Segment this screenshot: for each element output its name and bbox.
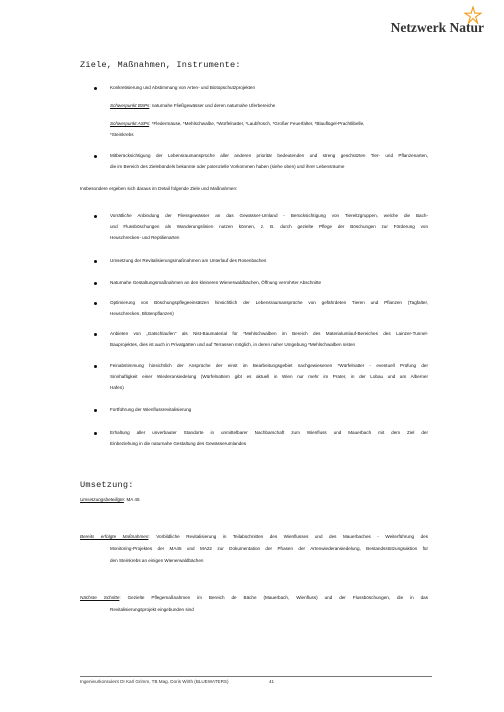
species-consideration-l2: die im Bereich des Zielebündels bekannte oder potenzielle Vorkommen haben (siehe oben) und ihrer Lebensräume xyxy=(110,164,345,169)
done-measures-l2: Monitoring-Projektes der MA45 und MA22 zur Dokumentation der Phasen der Artenwiederansiedelung, Bestandsstützungsaktion für xyxy=(110,546,428,551)
goal-item-line: Fortführung der Wienflussrevitalisierung xyxy=(110,407,192,412)
bullet xyxy=(94,215,97,218)
bullet xyxy=(94,333,97,336)
page-number: 41 xyxy=(269,679,275,684)
focus-asp-cont: *Steinkrebs xyxy=(110,132,134,137)
goal-item-line: Vorrätliche Anbindung der Fliessgewässer an das Gewässer-Umland - Berücksichtigung von Tiereitzgruppen, welche die Bach- xyxy=(110,213,428,218)
involved-parties: Umsetzungsbeteiligte: MA 45 xyxy=(80,497,140,502)
goals-intro: Insbesondere ergeben sich daraus im Detail folgende Ziele und Maßnahmen: xyxy=(80,186,238,191)
goal-item-line: Einbeziehung in die naturnahe Gestaltung des Gewässerumlandes xyxy=(110,441,247,446)
next-steps-l1: Nächste Schritte: Gezielte Pflegemaßnahmen im Bereich de Bäche (Mauerbach, Wienfluss) und der Flussböschungen, die in das xyxy=(80,595,428,600)
goal-item-line: Heuschrecken, Blütenpflanzen) xyxy=(110,311,174,316)
goal-item-line: Hafen) xyxy=(110,385,124,390)
bullet xyxy=(94,87,97,90)
focus-bsp: Schwerpunkt BSPs: naturnahe Fließgewässer und deren naturnahe Uferbereiche xyxy=(110,103,276,108)
bullet xyxy=(94,260,97,263)
goal-item-line: Optimierung von Böschungspflegeeinsätzen hinsichtlich der Lebensraumansprüche von gefährdeten Tieren und Pflanzen (Tagfalter, xyxy=(110,300,428,305)
goal-item-line: Feinabstimmung hinsichtlich der Ansprüche der einst im Bearbeitungsgebiet nachgewiesenen *Würfelnatter - eventuell Prüfung der xyxy=(110,363,428,368)
done-measures-l1: Bereits erfolgte Maßnahmen: Vorbildliche Revitalisierung in Teilabschnitten des Wienflusses und des Mauerbaches - Weiterführung des xyxy=(80,534,429,539)
bullet xyxy=(94,432,97,435)
goal-item-line: Anbieten von „Gatschlaufen" als Nist-Baumaterial für *Mehlschwalben im Bereich des Materialumlauf-Bereiches des Lainzer-Tunnel- xyxy=(110,331,428,336)
done-measures-l3: den Steinkrebs an einigen Wienerwaldbächen xyxy=(110,558,204,563)
bullet xyxy=(94,409,97,412)
bullet xyxy=(94,282,97,285)
next-steps-l2: Revitalisierungsprojekt eingebunden sind xyxy=(110,607,194,612)
footer-divider xyxy=(80,676,432,677)
goal-item-line: Umsetzung der Revitalisierungsmaßnahmen am Unterlauf des Rosenbaches xyxy=(110,258,267,263)
goal-item-line: Bauprojektes, dies ist auch in Privatgärten und auf Terrassen möglich, in deren naher Umgebung *Mehlschwalben nisten xyxy=(110,342,356,347)
bullet xyxy=(94,155,97,158)
section-title-implementation: Umsetzung: xyxy=(80,480,134,490)
goal-item-line: Naturnahe Gestaltungsmaßnahmen an den kleineren Wienerwaldbächen, Öffnung verrohrter Abschnitte xyxy=(110,280,322,285)
focus-asp: Schwerpunkt ASPs: *Fledermäuse, *Mehlschwalbe, *Würfelnatter, *Laubfrosch, *Großer Feuerfalter, *Blauflügel-Prachtlibelle, xyxy=(110,121,365,126)
goal-item-line: Erhaltung aller unverbauter Standorte in unmittelbarer Nachbarschaft zum Wienfluss und Mauerbach mit dem Ziel der xyxy=(110,430,428,435)
goal-item-line: und Flussböschungen als Wanderungslinien nutzen können, z. B. durch gezielte Pflege der Böschungen zur Förderung von xyxy=(110,224,428,229)
bullet xyxy=(94,365,97,368)
footer-author: Ingenieurkonsulent DI Karl Grimm, TB Mag. Doris Wirth (BLUEWATERS) xyxy=(80,679,229,684)
section-title-goals: Ziele, Maßnahmen, Instrumente: xyxy=(80,60,241,70)
logo-text: Netzwerk Natur xyxy=(390,20,484,35)
goal-item-line: Heuschrecken- und Reptilienarten xyxy=(110,235,180,240)
species-consideration-l1: Mitberücksichtigung der Lebensraumansprüche aller anderen prioritär bedeutenden und streng geschützten Tier- und Pflanzenarten, xyxy=(110,153,428,158)
goal-text-projects: Konkretisierung und Abstimmung von Arten- und Biotopschutzprojekten xyxy=(110,85,256,90)
netzwerk-natur-logo xyxy=(364,6,484,38)
bullet xyxy=(94,302,97,305)
goal-item-line: Sinnhaftigkeit einer Wiederansiedelung (Würfelnattern gibt es aktuell in Wien nur mehr im Prater, in der Lobau und am Alberner xyxy=(110,374,428,379)
